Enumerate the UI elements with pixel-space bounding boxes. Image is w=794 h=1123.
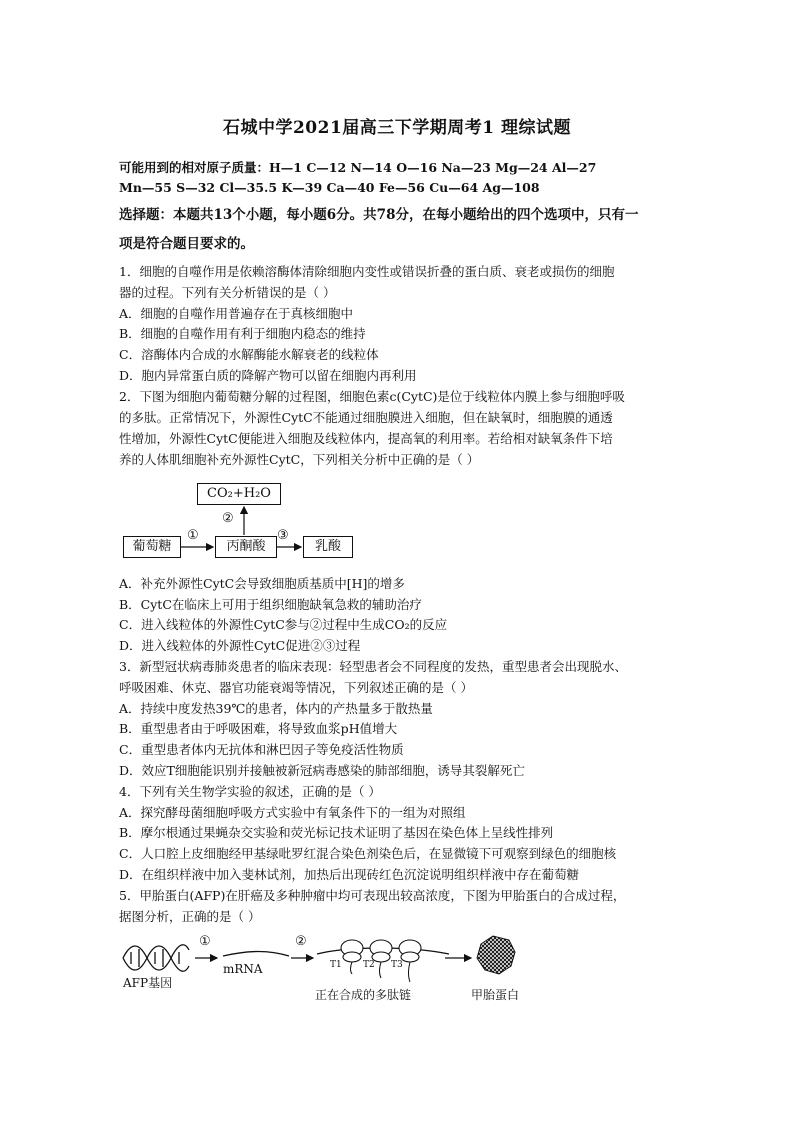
q2-stem-2: 的多肽。正常情况下，外源性CytC不能通过细胞膜进入细胞，但在缺氧时，细胞膜的通透 bbox=[119, 410, 613, 425]
q5-stem-1: 5．甲胎蛋白(AFP)在肝癌及多种肿瘤中均可表现出较高浓度，下图为甲胎蛋白的合成过程， bbox=[119, 888, 626, 903]
afp-protein-label: 甲胎蛋白 bbox=[471, 988, 520, 1002]
afp-synthesis-diagram bbox=[119, 930, 569, 1010]
q3-stem-2: 呼吸困难、休克、器官功能衰竭等情况，下列叙述正确的是（ ） bbox=[119, 680, 473, 695]
q3-stem-1: 3．新型冠状病毒肺炎患者的临床表现：轻型患者会不同程度的发热，重型患者会出现脱水、 bbox=[119, 659, 627, 674]
q2-stem-1: 2．下图为细胞内葡萄糖分解的过程图，细胞色素c(CytC)是位于线粒体内膜上参与细胞呼吸 bbox=[119, 389, 625, 404]
q2-option-c: C．进入线粒体的外源性CytC参与②过程中生成CO₂的反应 bbox=[119, 617, 448, 632]
q3-option-b: B．重型患者由于呼吸困难，将导致血浆pH值增大 bbox=[119, 721, 398, 736]
afp-gene-label: AFP基因 bbox=[123, 976, 173, 990]
mrna-label: mRNA bbox=[223, 962, 263, 976]
q3-option-c: C．重型患者体内无抗体和淋巴因子等免疫活性物质 bbox=[119, 742, 404, 757]
step-2-label: ② bbox=[222, 511, 234, 526]
t1-label: T1 bbox=[330, 960, 342, 970]
polypeptide-label: 正在合成的多肽链 bbox=[315, 988, 412, 1002]
q3-option-a: A．持续中度发热39℃的患者，体内的产热量多于散热量 bbox=[119, 701, 433, 716]
q1-stem-1: 1．细胞的自噬作用是依赖溶酶体清除细胞内变性或错误折叠的蛋白质、衰老或损伤的细胞 bbox=[119, 264, 615, 279]
glucose-box: 葡萄糖 bbox=[123, 536, 181, 558]
ribosome-icon bbox=[341, 940, 421, 962]
co2-h2o-box: CO₂+H₂O bbox=[197, 483, 281, 505]
q1-option-a: A．细胞的自噬作用普遍存在于真核细胞中 bbox=[119, 306, 354, 321]
diagram-arrows bbox=[119, 478, 359, 568]
q2-option-d: D．进入线粒体的外源性CytC促进②③过程 bbox=[119, 638, 361, 653]
page-title: 石城中学2021届高三下学期周考1 理综试题 bbox=[222, 118, 572, 138]
q2-option-a: A．补充外源性CytC会导致细胞质基质中[H]的增多 bbox=[119, 576, 405, 591]
afp-step-2-label: ② bbox=[295, 934, 307, 949]
atomic-mass-line-2: Mn—55 S—32 Cl—35.5 K—39 Ca—40 Fe—56 Cu—64 Ag—108 bbox=[119, 180, 540, 195]
section-instruction-1: 选择题：本题共13个小题，每小题6分。共78分，在每小题给出的四个选项中，只有一 bbox=[119, 207, 639, 223]
q4-option-b: B．摩尔根通过果蝇杂交实验和荧光标记技术证明了基因在染色体上呈线性排列 bbox=[119, 825, 554, 840]
dna-helix-icon bbox=[123, 945, 189, 972]
afp-step-1-label: ① bbox=[199, 934, 211, 949]
q2-stem-3: 性增加，外源性CytC便能进入细胞及线粒体内，提高氧的利用率。若给相对缺氧条件下培 bbox=[119, 431, 613, 446]
q1-stem-2: 器的过程。下列有关分析错误的是（ ） bbox=[119, 285, 336, 300]
q4-option-d: D．在组织样液中加入斐林试剂，加热后出现砖红色沉淀说明组织样液中存在葡萄糖 bbox=[119, 867, 580, 882]
q1-option-d: D．胞内异常蛋白质的降解产物可以留在细胞内再利用 bbox=[119, 368, 417, 383]
q4-option-a: A．探究酵母菌细胞呼吸方式实验中有氧条件下的一组为对照组 bbox=[119, 805, 466, 820]
step-1-label: ① bbox=[187, 528, 199, 543]
pyruvate-box: 丙酮酸 bbox=[215, 536, 277, 558]
q2-option-b: B．CytC在临床上可用于组织细胞缺氧急救的辅助治疗 bbox=[119, 597, 422, 612]
section-instruction-2: 项是符合题目要求的。 bbox=[119, 236, 254, 252]
t2-label: T2 bbox=[363, 960, 375, 970]
q1-option-c: C．溶酶体内合成的水解酶能水解衰老的线粒体 bbox=[119, 347, 379, 362]
mrna-strand bbox=[223, 952, 289, 957]
q1-option-b: B．细胞的自噬作用有利于细胞内稳态的维持 bbox=[119, 326, 366, 341]
lactate-box: 乳酸 bbox=[303, 536, 353, 558]
t3-label: T3 bbox=[391, 960, 403, 970]
glucose-breakdown-diagram bbox=[119, 478, 359, 568]
q4-stem: 4．下列有关生物学实验的叙述，正确的是（ ） bbox=[119, 784, 381, 799]
q2-stem-4: 养的人体肌细胞补充外源性CytC，下列相关分析中正确的是（ ） bbox=[119, 452, 480, 467]
step-3-label: ③ bbox=[277, 528, 289, 543]
q4-option-c: C．人口腔上皮细胞经甲基绿吡罗红混合染色剂染色后，在显微镜下可观察到绿色的细胞核 bbox=[119, 846, 617, 861]
atomic-mass-line-1: 可能用到的相对原子质量：H—1 C—12 N—14 O—16 Na—23 Mg—24 Al—27 bbox=[119, 160, 597, 175]
q3-option-d: D．效应T细胞能识别并接触被新冠病毒感染的肺部细胞，诱导其裂解死亡 bbox=[119, 763, 525, 778]
q5-stem-2: 据图分析，正确的是（ ） bbox=[119, 909, 261, 924]
afp-protein-icon bbox=[477, 936, 515, 974]
